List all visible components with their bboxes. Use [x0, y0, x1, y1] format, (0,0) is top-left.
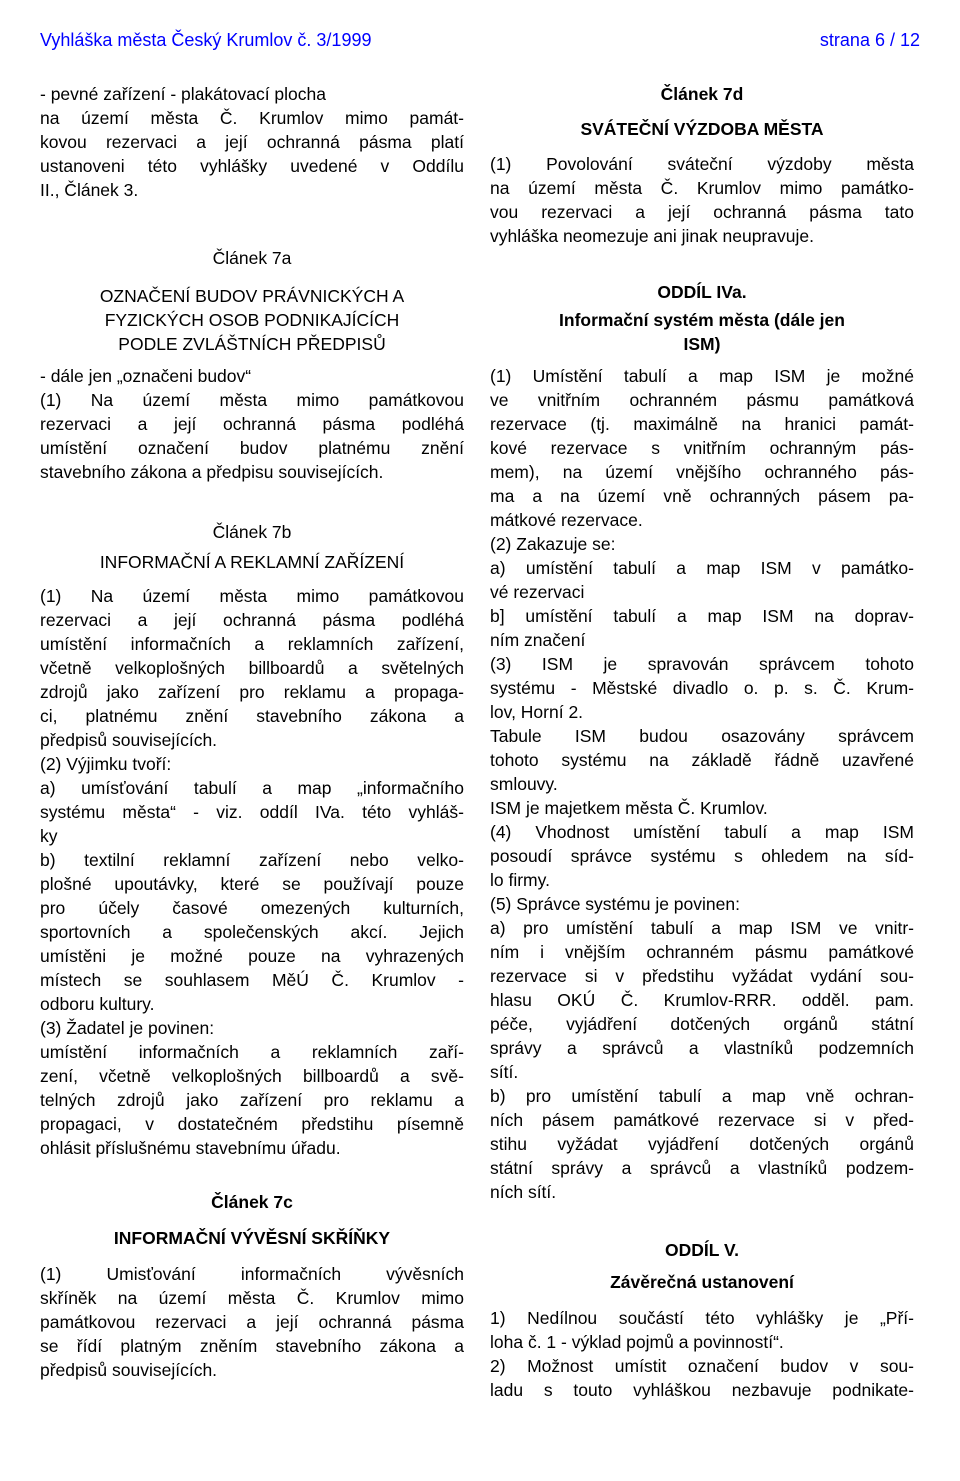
text-line: státní správy a správců a vlastníků podzem-	[490, 1158, 914, 1178]
text-line: (1) Umístění tabulí a map ISM je možné	[490, 366, 914, 386]
text-line: vyhláška neomezuje ani jinak neupravuje.	[490, 226, 814, 246]
section-heading: OZNAČENÍ BUDOV PRÁVNICKÝCH A	[99, 286, 405, 306]
text-line: vou rezervaci a její ochranná pásma tato	[490, 202, 914, 222]
spacer	[490, 1204, 914, 1238]
text-line: systému města“ - viz. oddíl IVa. této vyhláš-	[40, 802, 464, 822]
text-line: - dále jen „označeni budov“	[40, 366, 252, 386]
text-line: ustanoveni této vyhlášky uvedené v Oddílu	[40, 156, 464, 176]
text-line: smlouvy.	[490, 774, 558, 794]
text-line: péče, vyjádření dotčených orgánů státní	[490, 1014, 914, 1034]
text-line: b) pro umístění tabulí a map vně ochran-	[490, 1086, 914, 1106]
section-heading: ODDÍL IVa.	[657, 282, 747, 302]
text-line: tohoto systému na základě řádně uzavřené	[490, 750, 914, 770]
text-line: (1) Na území města mimo památkovou	[40, 390, 464, 410]
text-line: hlasu OKÚ Č. Krumlov-RRR. odděl. pam.	[490, 990, 914, 1010]
section-heading: SVÁTEČNÍ VÝZDOBA MĚSTA	[580, 119, 824, 139]
text-line: (3) ISM je spravován správcem tohoto	[490, 654, 914, 674]
text-line: rezervace (tj. maximálně na hranici památ-	[490, 414, 914, 434]
text-line: (2) Výjimku tvoří:	[40, 754, 172, 774]
section-heading: PODLE ZVLÁŠTNÍCH PŘEDPISŮ	[118, 334, 386, 354]
text-line: 1) Nedílnou součástí této vyhlášky je „Pří-	[490, 1308, 914, 1328]
text-line: ohlásit příslušnému stavebnímu úřadu.	[40, 1138, 341, 1158]
text-line: mem), na území vnějšího ochranného pás-	[490, 462, 914, 482]
text-line: ním i vnějším ochranném pásmu památkové	[490, 942, 914, 962]
text-line: ladu s touto vyhláškou nezbavuje podnikate-	[490, 1380, 914, 1400]
text-line: ci, platnému znění stavebního zákona a	[40, 706, 464, 726]
spacer	[490, 141, 914, 152]
text-line: na území města Č. Krumlov mimo památ-	[40, 108, 464, 128]
text-line: (2) Zakazuje se:	[490, 534, 616, 554]
text-line: ma a na území vně ochranných pásem pa-	[490, 486, 914, 506]
text-line: skříněk na území města Č. Krumlov mimo	[40, 1288, 464, 1308]
spacer	[40, 1250, 464, 1262]
spacer	[40, 574, 464, 584]
section-heading: Článek 7c	[211, 1192, 293, 1212]
text-line: umístění informačních a reklamních zaří-	[40, 1042, 464, 1062]
text-line: předpisů souvisejících.	[40, 730, 218, 750]
page-number: strana 6 / 12	[819, 30, 920, 50]
right-column	[490, 82, 914, 1402]
text-line: umístění informačních a reklamních zařízení,	[40, 634, 464, 654]
text-line: b] umístění tabulí a map ISM na doprav-	[490, 606, 914, 626]
text-line: Tabule ISM budou osazovány správcem	[490, 726, 914, 746]
section-heading: Závěrečná ustanovení	[610, 1272, 794, 1292]
section-heading: FYZICKÝCH OSOB PODNIKAJÍCÍCH	[104, 310, 400, 330]
text-line: pro účely časové omezených kulturních,	[40, 898, 464, 918]
text-line: ky	[40, 826, 58, 846]
text-line: ISM je majetkem města Č. Krumlov.	[490, 798, 768, 818]
text-line: zení, včetně velkoplošných billboardů a svě-	[40, 1066, 464, 1086]
text-line: b) textilní reklamní zařízení nebo velko-	[40, 850, 464, 870]
spacer	[490, 1262, 914, 1270]
text-line: loha č. 1 - výklad pojmů a povinností“.	[490, 1332, 784, 1352]
text-line: telných zdrojů jako zařízení pro reklamu a	[40, 1090, 464, 1110]
section-heading: ISM)	[683, 334, 721, 354]
text-line: správy a správců a vlastníků podzemních	[490, 1038, 914, 1058]
left-column	[40, 82, 464, 1382]
text-line: (5) Správce systému je povinen:	[490, 894, 740, 914]
section-heading: Článek 7a	[212, 248, 292, 268]
spacer	[490, 248, 914, 280]
text-line: lo firmy.	[490, 870, 550, 890]
text-line: vé rezervaci	[490, 582, 585, 602]
text-line: 2) Možnost umístit označení budov v sou-	[490, 1356, 914, 1376]
text-line: plošné upoutávky, které se používají pouze	[40, 874, 464, 894]
text-line: a) umísťování tabulí a map „informačního	[40, 778, 464, 798]
section-heading: ODDÍL V.	[665, 1240, 739, 1260]
text-line: mátkové rezervace.	[490, 510, 643, 530]
text-line: (1) Umisťování informačních vývěsních	[40, 1264, 464, 1284]
document-title: Vyhláška města Český Krumlov č. 3/1999	[40, 30, 372, 50]
text-line: ních sítí.	[490, 1182, 557, 1202]
section-heading: INFORMAČNÍ VÝVĚSNÍ SKŘÍŇKY	[113, 1228, 391, 1248]
text-line: ním značení	[490, 630, 586, 650]
text-line: místech se souhlasem MěÚ Č. Krumlov -	[40, 970, 464, 990]
text-line: včetně velkoplošných billboardů a světelných	[40, 658, 464, 678]
text-line: předpisů souvisejících.	[40, 1360, 218, 1380]
text-line: a) pro umístění tabulí a map ISM ve vnitr-	[490, 918, 914, 938]
text-line: posoudí správce systému s ohledem na síd-	[490, 846, 914, 866]
text-line: (1) Na území města mimo památkovou	[40, 586, 464, 606]
text-line: (1) Povolování sváteční výzdoby města	[490, 154, 914, 174]
text-line: ních pásem památkové rezervace si v před-	[490, 1110, 914, 1130]
spacer	[40, 270, 464, 284]
spacer	[40, 484, 464, 520]
spacer	[40, 356, 464, 364]
spacer	[490, 356, 914, 364]
text-line: (4) Vhodnost umístění tabulí a map ISM	[490, 822, 914, 842]
section-heading: INFORMAČNÍ A REKLAMNÍ ZAŘÍZENÍ	[99, 552, 405, 572]
text-line: systému - Městské divadlo o. p. s. Č. Krum-	[490, 678, 914, 698]
text-line: rezervaci a její ochranná pásma podléhá	[40, 610, 464, 630]
text-line: na území města Č. Krumlov mimo památko-	[490, 178, 914, 198]
section-heading: Článek 7d	[660, 84, 744, 104]
spacer	[40, 1160, 464, 1190]
spacer	[490, 106, 914, 117]
text-line: se řídí platným zněním stavebního zákona a	[40, 1336, 464, 1356]
spacer	[490, 1294, 914, 1306]
text-line: rezervaci a její ochranná pásma podléhá	[40, 414, 464, 434]
text-line: sítí.	[490, 1062, 519, 1082]
text-line: zdrojů jako zařízení pro reklamu a propaga-	[40, 682, 464, 702]
text-line: (3) Žadatel je povinen:	[40, 1018, 215, 1038]
text-line: umístění označení budov platnému znění	[40, 438, 464, 458]
section-heading: Informační systém města (dále jen	[559, 310, 845, 330]
text-line: kovou rezervaci a její ochranná pásma platí	[40, 132, 464, 152]
section-heading: Článek 7b	[212, 522, 292, 542]
text-line: a) umístění tabulí a map ISM v památko-	[490, 558, 914, 578]
text-line: ve vnitřním ochranném pásmu památková	[490, 390, 914, 410]
spacer	[40, 202, 464, 246]
text-line: II., Článek 3.	[40, 180, 139, 200]
text-line: stavebního zákona a předpisu souvisejících.	[40, 462, 384, 482]
spacer	[40, 1214, 464, 1226]
text-line: - pevné zařízení - plakátovací plocha	[40, 84, 326, 104]
text-line: stihu vyžádat vyjádření dotčených orgánů	[490, 1134, 914, 1154]
text-line: sportovních a společenských akcí. Jejich	[40, 922, 464, 942]
text-line: umístěni je možné pouze na vyhrazených	[40, 946, 464, 966]
text-line: propagaci, v dostatečném předstihu písemně	[40, 1114, 464, 1134]
text-line: památkovou rezervaci a její ochranná pásma	[40, 1312, 464, 1332]
text-line: lov, Horní 2.	[490, 702, 584, 722]
text-line: kové rezervace s vnitřním ochranným pás-	[490, 438, 914, 458]
text-line: rezervace si v předstihu vyžádat vydání sou-	[490, 966, 914, 986]
text-line: odboru kultury.	[40, 994, 155, 1014]
